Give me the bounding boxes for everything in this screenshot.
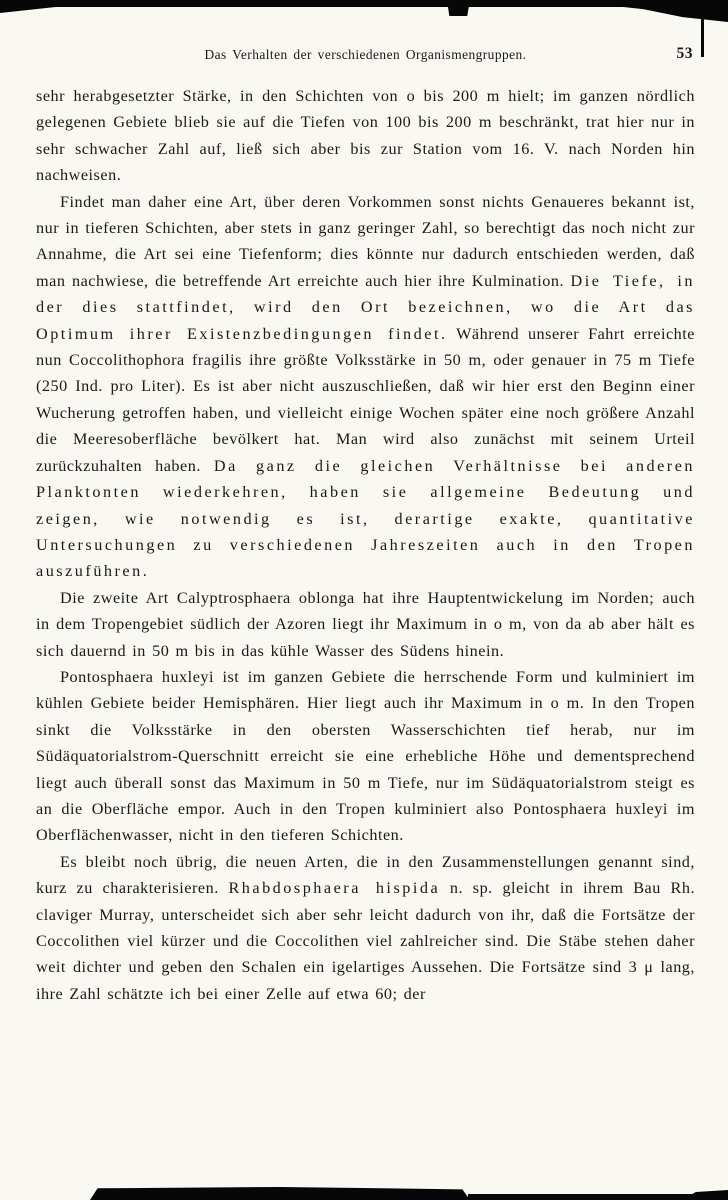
text-run: Pontosphaera huxleyi ist im ganzen Gebiete die herrschende Form und kulminiert im kühlen Gebiete beider Hemisphären. Hier liegt auch ihr Maximum in o m. In den Tropen sinkt die Volksstärke in den obersten Wasserschichten tief herab, nur im Südäquatorialstrom-Querschnitt erreicht sie eine erhebliche Höhe und dementsprechend liegt auch überall sonst das Maximum in 50 m Tiefe, nur im Südäquatorialstrom steigt es an die Oberfläche empor. Auch in den Tropen kulminiert also Pontosphaera huxleyi im Oberflächenwasser, nicht in den tieferen Schichten.: [36, 667, 695, 845]
paragraph: [36, 189, 695, 585]
text-run: Es bleibt noch übrig, die neuen Arten, die in den Zusammenstellungen genannt sind, kurz zu charakterisieren.: [36, 852, 695, 898]
spaced-emphasis-text: Die Tiefe, in der dies stattfindet, wird den Ort bezeichnen, wo die Art das Optimum ihrer Existenzbedingungen findet.: [36, 271, 695, 343]
paragraph: [36, 83, 695, 189]
running-head: [36, 47, 695, 69]
scan-edge-right-line: [701, 0, 704, 57]
scan-edge-top-notch: [447, 0, 470, 16]
scan-edge-bottom-corner: [682, 1190, 728, 1200]
text-run: Findet man daher eine Art, über deren Vorkommen sonst nichts Genaueres bekannt ist, nur in tieferen Schichten, aber stets in ganz geringer Zahl, so berechtigt das noch nicht zur Annahme, die Art sei eine Tiefenform; dies könnte nur dadurch entschieden werden, daß man nachwiese, die betreffende Art erreichte auch hier ihre Kulmination.: [36, 192, 695, 290]
running-head-title: Das Verhalten der verschiedenen Organismengruppen.: [204, 47, 527, 62]
scan-edge-top-right: [620, 0, 728, 22]
scan-edge-top-left: [0, 0, 58, 13]
spaced-emphasis-text: Rhabdosphaera hispida: [228, 879, 441, 898]
text-run: n. sp. gleicht in ihrem Bau Rh. claviger Murray, unterscheidet sich aber sehr leicht dadurch von ihr, daß die Fortsätze der Coccolithen viel kürzer und die Coccolithen viel zahlreicher sind. Die Stäbe stehen daher weit dichter und geben den Schalen ein igelartiges Aussehen. Die Fortsätze sind 3 μ lang, ihre Zahl schätzte ich bei einer Zelle auf etwa 60; der: [36, 879, 696, 1003]
text-run: Die zweite Art Calyptrosphaera oblonga hat ihre Hauptentwickelung im Norden; auch in dem Tropengebiet südlich der Azoren liegt ihr Maximum in o m, von da ab aber hält es sich dauernd in 50 m bis in das kühle Wasser des Südens hinein.: [36, 588, 695, 660]
paragraph: [36, 585, 695, 664]
scan-edge-bottom-right: [468, 1194, 728, 1200]
text-run: sehr herabgesetzter Stärke, in den Schichten von o bis 200 m hielt; im ganzen nördlich gelegenen Gebiete blieb sie auf die Tiefen von 100 bis 200 m beschränkt, trat hier nur in sehr schwacher Zahl auf, ließ sich aber bis zur Station vom 16. V. nach Norden hin nachweisen.: [36, 87, 695, 185]
page-number: 53: [676, 45, 693, 62]
text-run: Während unserer Fahrt erreichte nun Coccolithophora fragilis ihre größte Volksstärke in 50 m, oder genauer in 75 m Tiefe (250 Ind. pro Liter). Es ist aber nicht auszuschließen, daß wir hier erst den Beginn einer Wucherung getroffen haben, und vielleicht einige Wochen später eine noch größere Anzahl die Meeresoberfläche bevölkert hat. Man wird also zunächst mit seinem Urteil zurückzuhalten haben.: [36, 324, 695, 475]
text-block: [36, 83, 695, 1007]
scan-edge-top: [0, 0, 728, 7]
paragraph: [36, 849, 695, 1007]
spaced-emphasis-text: Da ganz die gleichen Verhältnisse bei anderen Planktonten wiederkehren, haben sie allgemeine Bedeutung und zeigen, wie notwendig es ist, derartige exakte, quantitative Untersuchungen zu verschiedenen Jahreszeiten auch in den Tropen auszuführen.: [36, 456, 695, 581]
scan-edge-bottom: [90, 1187, 470, 1200]
paragraph: [36, 664, 695, 849]
